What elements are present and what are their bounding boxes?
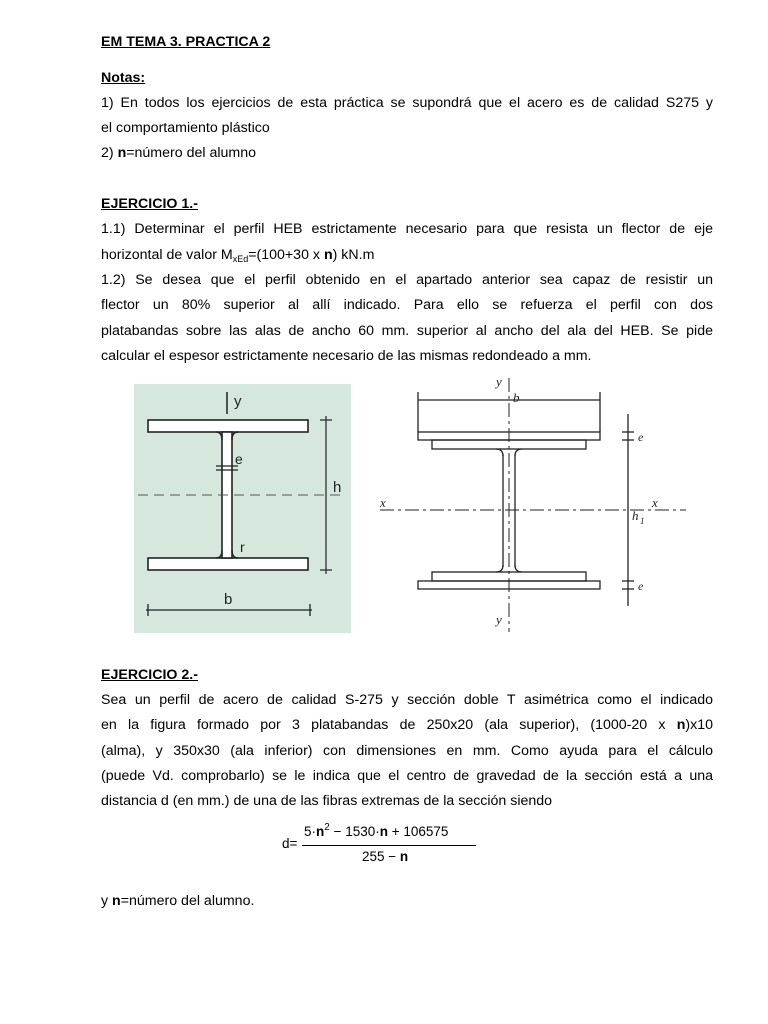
formula-numerator: $5\cdot n^2 - 1530\cdot n + 106575$ (304, 822, 449, 839)
fig2-label-e-top: e (638, 430, 644, 444)
exercise-1-line-3: 1.2) Se desea que el perfil obtenido en el apartado anterior sea capaz de resistir un (101, 272, 713, 288)
formula-lhs: d= (282, 836, 298, 851)
exercise-1-line-4: flector un 80% superior al allí indicado. Para ello se refuerza el perfil con dos (101, 297, 713, 313)
footer-note: y n=número del alumno. (101, 893, 255, 909)
notes-line-1b: el comportamiento plástico (101, 120, 270, 136)
formula-fraction-bar (302, 845, 476, 846)
exercise-1-heading: EJERCICIO 1.- (101, 196, 198, 212)
reinforced-profile-figure (366, 374, 696, 636)
fig1-label-r: r (240, 539, 245, 555)
fig2-label-b: b (513, 390, 520, 405)
fig1-label-y: y (234, 393, 242, 410)
exercise-2-line-3: (alma), y 350x30 (ala inferior) con dimensiones en mm. Como ayuda para el cálculo (101, 743, 713, 759)
fig2-label-y-top: y (496, 374, 502, 389)
exercise-1-line-1: 1.1) Determinar el perfil HEB estrictamente necesario para que resista un flector de eje (101, 221, 713, 237)
centroid-formula (282, 818, 502, 868)
exercise-2-line-4: (puede Vd. comprobarlo) se le indica que el centro de gravedad de la sección está a una (101, 768, 713, 784)
document-title: EM TEMA 3. PRACTICA 2 (101, 34, 271, 50)
fig2-label-x-right: x (652, 495, 658, 510)
exercise-1-line-5: platabandas sobre las alas de ancho 60 mm. superior al ancho del ala del HEB. Se pide (101, 323, 713, 339)
exercise-2-heading: EJERCICIO 2.- (101, 667, 198, 683)
exercise-1-line-6: calcular el espesor estrictamente necesario de las mismas redondeado a mm. (101, 348, 592, 364)
fig2-label-x-left: x (380, 495, 386, 510)
exercise-2-line-1: Sea un perfil de acero de calidad S-275 y sección doble T asimétrica como el indicado (101, 692, 713, 708)
formula-denominator: 255 − n (362, 849, 409, 864)
fig1-label-b: b (224, 591, 233, 608)
fig2-label-h1: h (632, 508, 639, 523)
exercise-2-line-5: distancia d (en mm.) de una de las fibras extremas de la sección siendo (101, 793, 553, 809)
fig2-label-h1-sub: 1 (640, 516, 645, 526)
fig1-label-h: h (333, 479, 342, 496)
notes-heading: Notas: (101, 70, 146, 86)
exercise-2-line-2: en la figura formado por 3 platabandas de 250x20 (ala superior), (1000-20 x n)x10 (101, 717, 713, 733)
fig2-label-e-bottom: e (638, 579, 644, 593)
heb-profile-figure (134, 384, 351, 633)
notes-line-2: 2) n=número del alumno (101, 145, 256, 161)
notes-line-1: 1) En todos los ejercicios de esta práctica se supondrá que el acero es de calidad S275 y (101, 95, 713, 111)
fig1-label-e: e (235, 451, 243, 467)
fig2-label-y-bottom: y (496, 612, 502, 627)
exercise-1-line-2: horizontal de valor $M_{xEd}=(100+30$ x n) kN.m (101, 247, 375, 264)
